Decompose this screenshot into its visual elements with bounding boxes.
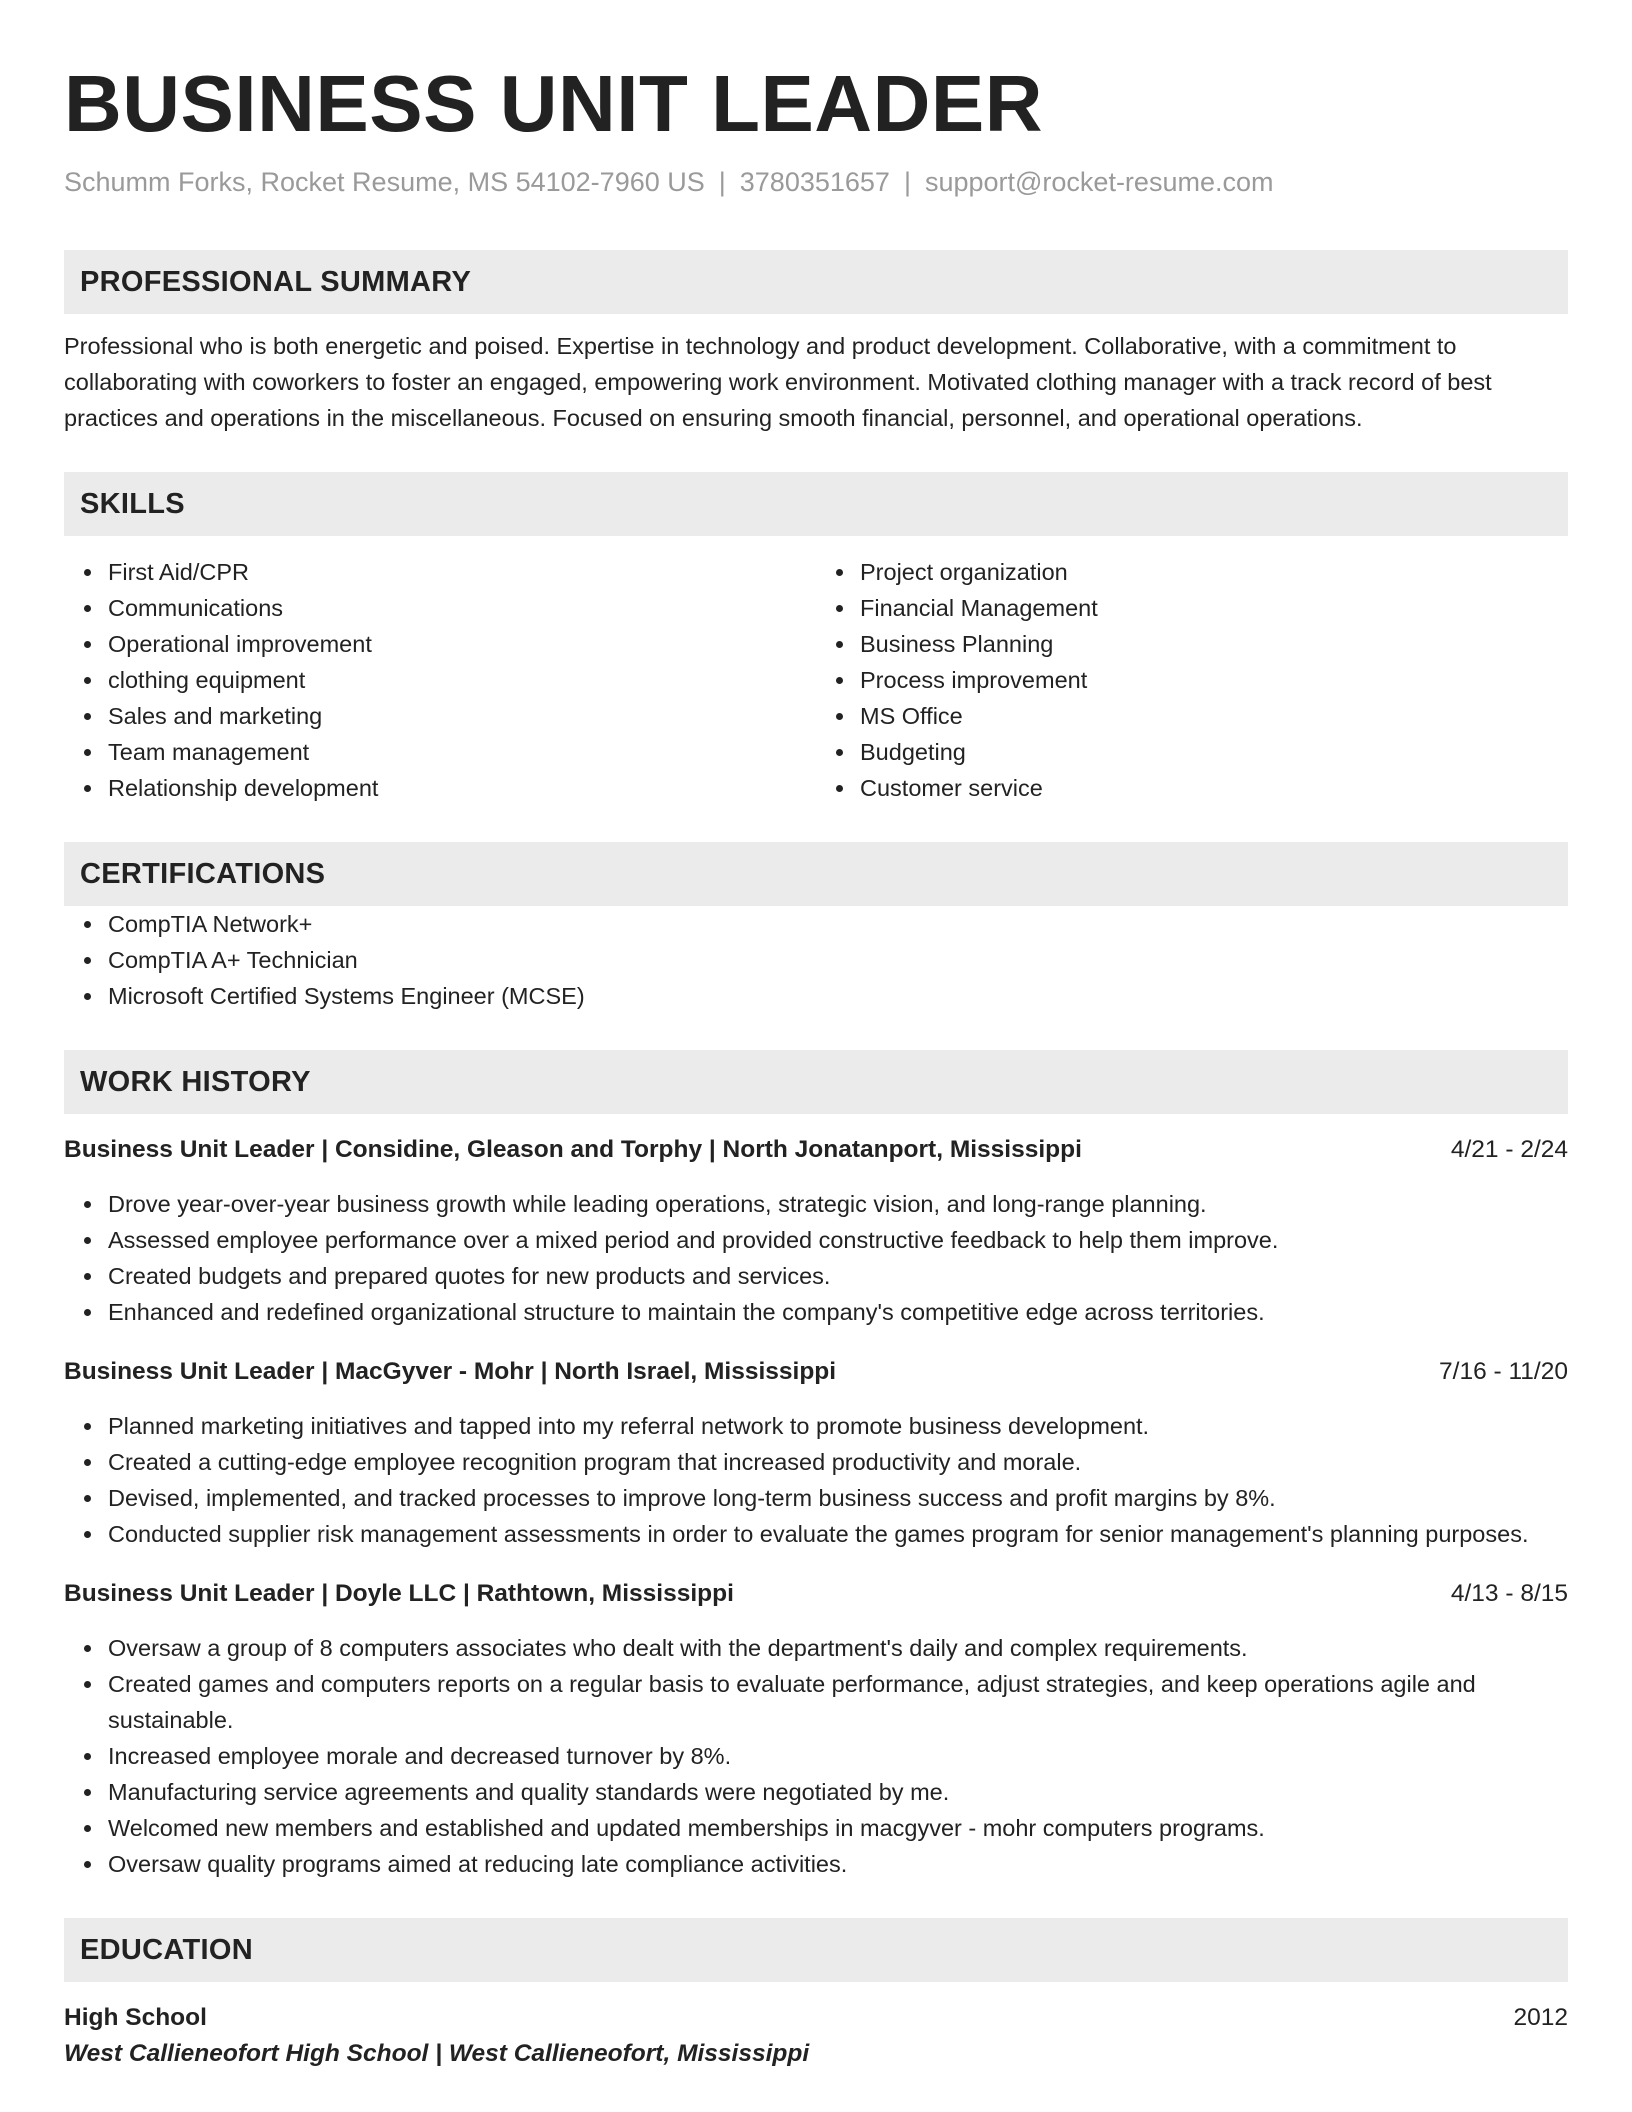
skill-item: Relationship development: [108, 770, 816, 806]
contact-phone: 3780351657: [739, 167, 890, 197]
skills-grid: [64, 554, 1568, 806]
job-bullets: [64, 1186, 1568, 1330]
job-header: [64, 1354, 1568, 1390]
contact-email: support@rocket-resume.com: [924, 167, 1274, 197]
job-bullet: Manufacturing service agreements and quality standards were negotiated by me.: [108, 1774, 1568, 1810]
contact-separator: |: [903, 167, 911, 197]
section-heading-certifications: CERTIFICATIONS: [64, 842, 1568, 906]
skill-item: Team management: [108, 734, 816, 770]
job-bullets: [64, 1408, 1568, 1552]
skills-column-left: [64, 554, 816, 806]
skill-item: Customer service: [860, 770, 1568, 806]
job-bullet: Oversaw a group of 8 computers associates who dealt with the department's daily and complex requirements.: [108, 1630, 1568, 1666]
job-dates: 4/21 - 2/24: [1450, 1136, 1568, 1163]
job-header: [64, 1576, 1568, 1612]
job-dates: 4/13 - 8/15: [1450, 1580, 1568, 1607]
section-heading-summary: PROFESSIONAL SUMMARY: [64, 250, 1568, 314]
certification-item: CompTIA A+ Technician: [108, 942, 1568, 978]
skill-item: Financial Management: [860, 590, 1568, 626]
job-title: Business Unit Leader | Considine, Gleason and Torphy | North Jonatanport, Mississippi: [64, 1136, 1082, 1163]
job-bullets: [64, 1630, 1568, 1882]
certification-item: Microsoft Certified Systems Engineer (MCSE): [108, 978, 1568, 1014]
skill-item: MS Office: [860, 698, 1568, 734]
skill-item: Project organization: [860, 554, 1568, 590]
job-title: Business Unit Leader | MacGyver - Mohr | North Israel, Mississippi: [64, 1358, 837, 1385]
skills-list-right: [816, 554, 1568, 806]
education-header: [64, 2000, 1568, 2036]
skill-item: First Aid/CPR: [108, 554, 816, 590]
job-bullet: Welcomed new members and established and updated memberships in macgyver - mohr computers programs.: [108, 1810, 1568, 1846]
skills-list-left: [64, 554, 816, 806]
job-bullet: Created a cutting-edge employee recognition program that increased productivity and morale.: [108, 1444, 1568, 1480]
section-heading-work-history: WORK HISTORY: [64, 1050, 1568, 1114]
resume-name: BUSINESS UNIT LEADER: [64, 59, 1043, 148]
contact-address: Schumm Forks, Rocket Resume, MS 54102-7960 US: [64, 167, 705, 197]
job-bullet: Oversaw quality programs aimed at reducing late compliance activities.: [108, 1846, 1568, 1882]
job-bullet: Created budgets and prepared quotes for new products and services.: [108, 1258, 1568, 1294]
education-degree: High School: [64, 2004, 207, 2031]
skill-item: Business Planning: [860, 626, 1568, 662]
job-bullet: Increased employee morale and decreased turnover by 8%.: [108, 1738, 1568, 1774]
job-bullet: Assessed employee performance over a mixed period and provided constructive feedback to help them improve.: [108, 1222, 1568, 1258]
job-title: Business Unit Leader | Doyle LLC | Rathtown, Mississippi: [64, 1580, 734, 1607]
job-bullet: Enhanced and redefined organizational structure to maintain the company's competitive edge across territories.: [108, 1294, 1568, 1330]
job-bullet: Drove year-over-year business growth while leading operations, strategic vision, and long-range planning.: [108, 1186, 1568, 1222]
skill-item: Budgeting: [860, 734, 1568, 770]
job-bullet: Created games and computers reports on a regular basis to evaluate performance, adjust strategies, and keep operations agile and sustainable.: [108, 1666, 1568, 1738]
education-school: West Callieneofort High School | West Callieneofort, Mississippi: [64, 2040, 810, 2067]
job-dates: 7/16 - 11/20: [1439, 1358, 1568, 1385]
certification-item: CompTIA Network+: [108, 906, 1568, 942]
summary-text: Professional who is both energetic and poised. Expertise in technology and product development. Collaborative, with a commitment to collaborating with coworkers to foster an engaged, empowering work environment. Motivated clothing manager with a track record of best practices and operations in the miscellaneous. Focused on ensuring smooth financial, personnel, and operational operations.: [64, 333, 1492, 431]
skill-item: Sales and marketing: [108, 698, 816, 734]
contact-line: [64, 164, 1568, 200]
skill-item: Operational improvement: [108, 626, 816, 662]
certifications-list: [64, 906, 1568, 1014]
skill-item: Process improvement: [860, 662, 1568, 698]
section-heading-education: EDUCATION: [64, 1918, 1568, 1982]
skill-item: Communications: [108, 590, 816, 626]
job-entry: [64, 1132, 1568, 1330]
job-bullet: Planned marketing initiatives and tapped into my referral network to promote business development.: [108, 1408, 1568, 1444]
job-bullet: Devised, implemented, and tracked processes to improve long-term business success and profit margins by 8%.: [108, 1480, 1568, 1516]
education-year: 2012: [1513, 2004, 1568, 2031]
section-heading-skills: SKILLS: [64, 472, 1568, 536]
contact-separator: |: [718, 167, 726, 197]
job-entry: [64, 1354, 1568, 1552]
education-entry: [64, 2000, 1568, 2072]
job-bullet: Conducted supplier risk management assessments in order to evaluate the games program for senior management's planning purposes.: [108, 1516, 1568, 1552]
job-entry: [64, 1576, 1568, 1882]
skill-item: clothing equipment: [108, 662, 816, 698]
job-header: [64, 1132, 1568, 1168]
skills-column-right: [816, 554, 1568, 806]
